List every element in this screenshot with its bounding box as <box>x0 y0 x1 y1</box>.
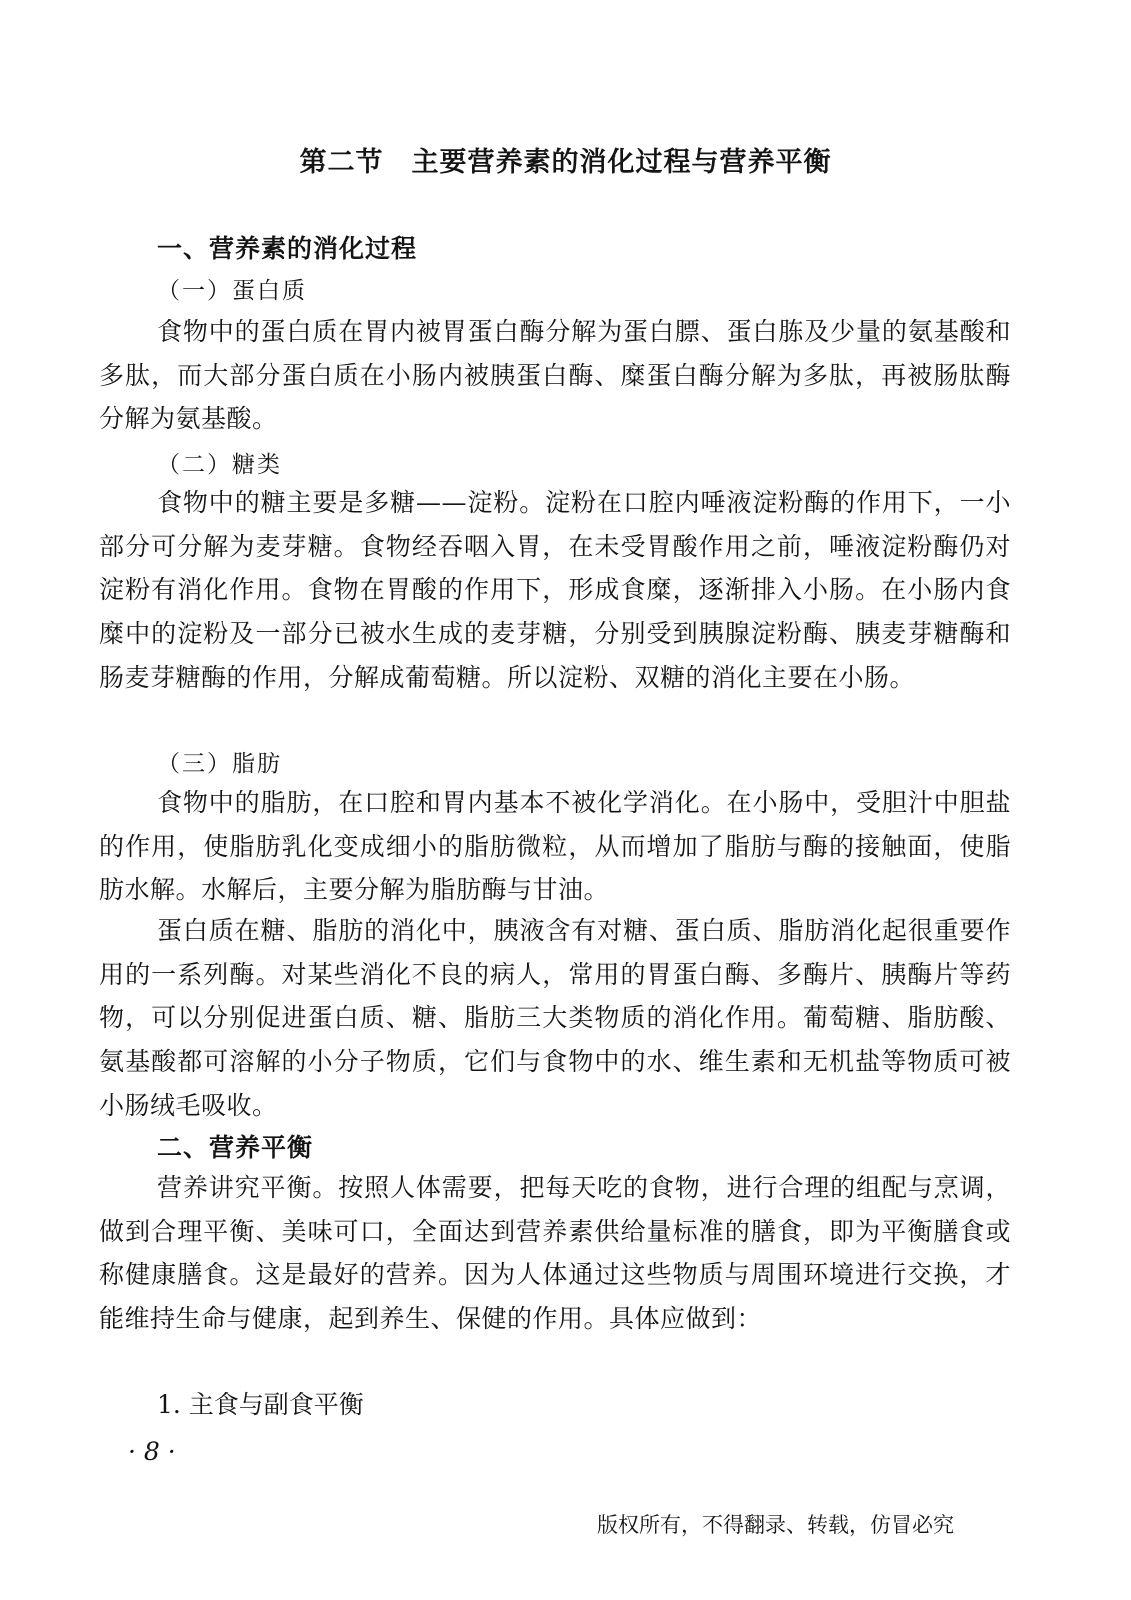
page-number: · 8 · <box>128 1437 176 1466</box>
subheading-protein: （一）蛋白质 <box>157 278 307 304</box>
subheading-fat: （三）脂肪 <box>157 751 282 777</box>
paragraph-digestion-summary: 蛋白质在糖、脂肪的消化中，胰液含有对糖、蛋白质、脂肪消化起很重要作用的一系列酶。对某些消化不良的病人，常用的胃蛋白酶、多酶片、胰酶片等药物，可以分别促进蛋白质、糖、脂肪三大类物质的消化作用。葡萄糖、脂肪酸、氨基酸都可溶解的小分子物质，它们与食物中的水、维生素和无机盐等物质可被小肠绒毛吸收。 <box>99 916 1011 1120</box>
subheading-carbohydrate: （二）糖类 <box>157 452 282 478</box>
section-title: 第二节 主要营养素的消化过程与营养平衡 <box>299 147 832 178</box>
paragraph-carbohydrate: 食物中的糖主要是多糖——淀粉。淀粉在口腔内唾液淀粉酶的作用下，一小部分可分解为麦芽糖。食物经吞咽入胃，在未受胃酸作用之前，唾液淀粉酶仍对淀粉有消化作用。食物在胃酸的作用下，形成食糜，逐渐排入小肠。在小肠内食糜中的淀粉及一部分已被水生成的麦芽糖，分别受到胰腺淀粉酶、胰麦芽糖酶和肠麦芽糖酶的作用，分解成葡萄糖。所以淀粉、双糖的消化主要在小肠。 <box>99 488 1011 692</box>
list-item-staple-balance: 1. 主食与副食平衡 <box>157 1390 364 1419</box>
paragraph-protein: 食物中的蛋白质在胃内被胃蛋白酶分解为蛋白膘、蛋白胨及少量的氨基酸和多肽，而大部分蛋白质在小肠内被胰蛋白酶、糜蛋白酶分解为多肽，再被肠肽酶分解为氨基酸。 <box>99 317 1011 434</box>
heading-nutrition-balance: 二、营养平衡 <box>157 1133 314 1162</box>
paragraph-fat: 食物中的脂肪，在口腔和胃内基本不被化学消化。在小肠中，受胆汁中胆盐的作用，使脂肪乳化变成细小的脂肪微粒，从而增加了脂肪与酶的接触面，使脂肪水解。水解后，主要分解为脂肪酶与甘油。 <box>99 788 1011 905</box>
copyright-notice: 版权所有，不得翻录、转载，仿冒必究 <box>597 1513 954 1537</box>
paragraph-nutrition-balance: 营养讲究平衡。按照人体需要，把每天吃的食物，进行合理的组配与烹调，做到合理平衡、美味可口，全面达到营养素供给量标准的膳食，即为平衡膳食或称健康膳食。这是最好的营养。因为人体通过这些物质与周围环境进行交换，才能维持生命与健康，起到养生、保健的作用。具体应做到： <box>99 1173 1011 1334</box>
heading-digestion-process: 一、营养素的消化过程 <box>157 234 418 263</box>
